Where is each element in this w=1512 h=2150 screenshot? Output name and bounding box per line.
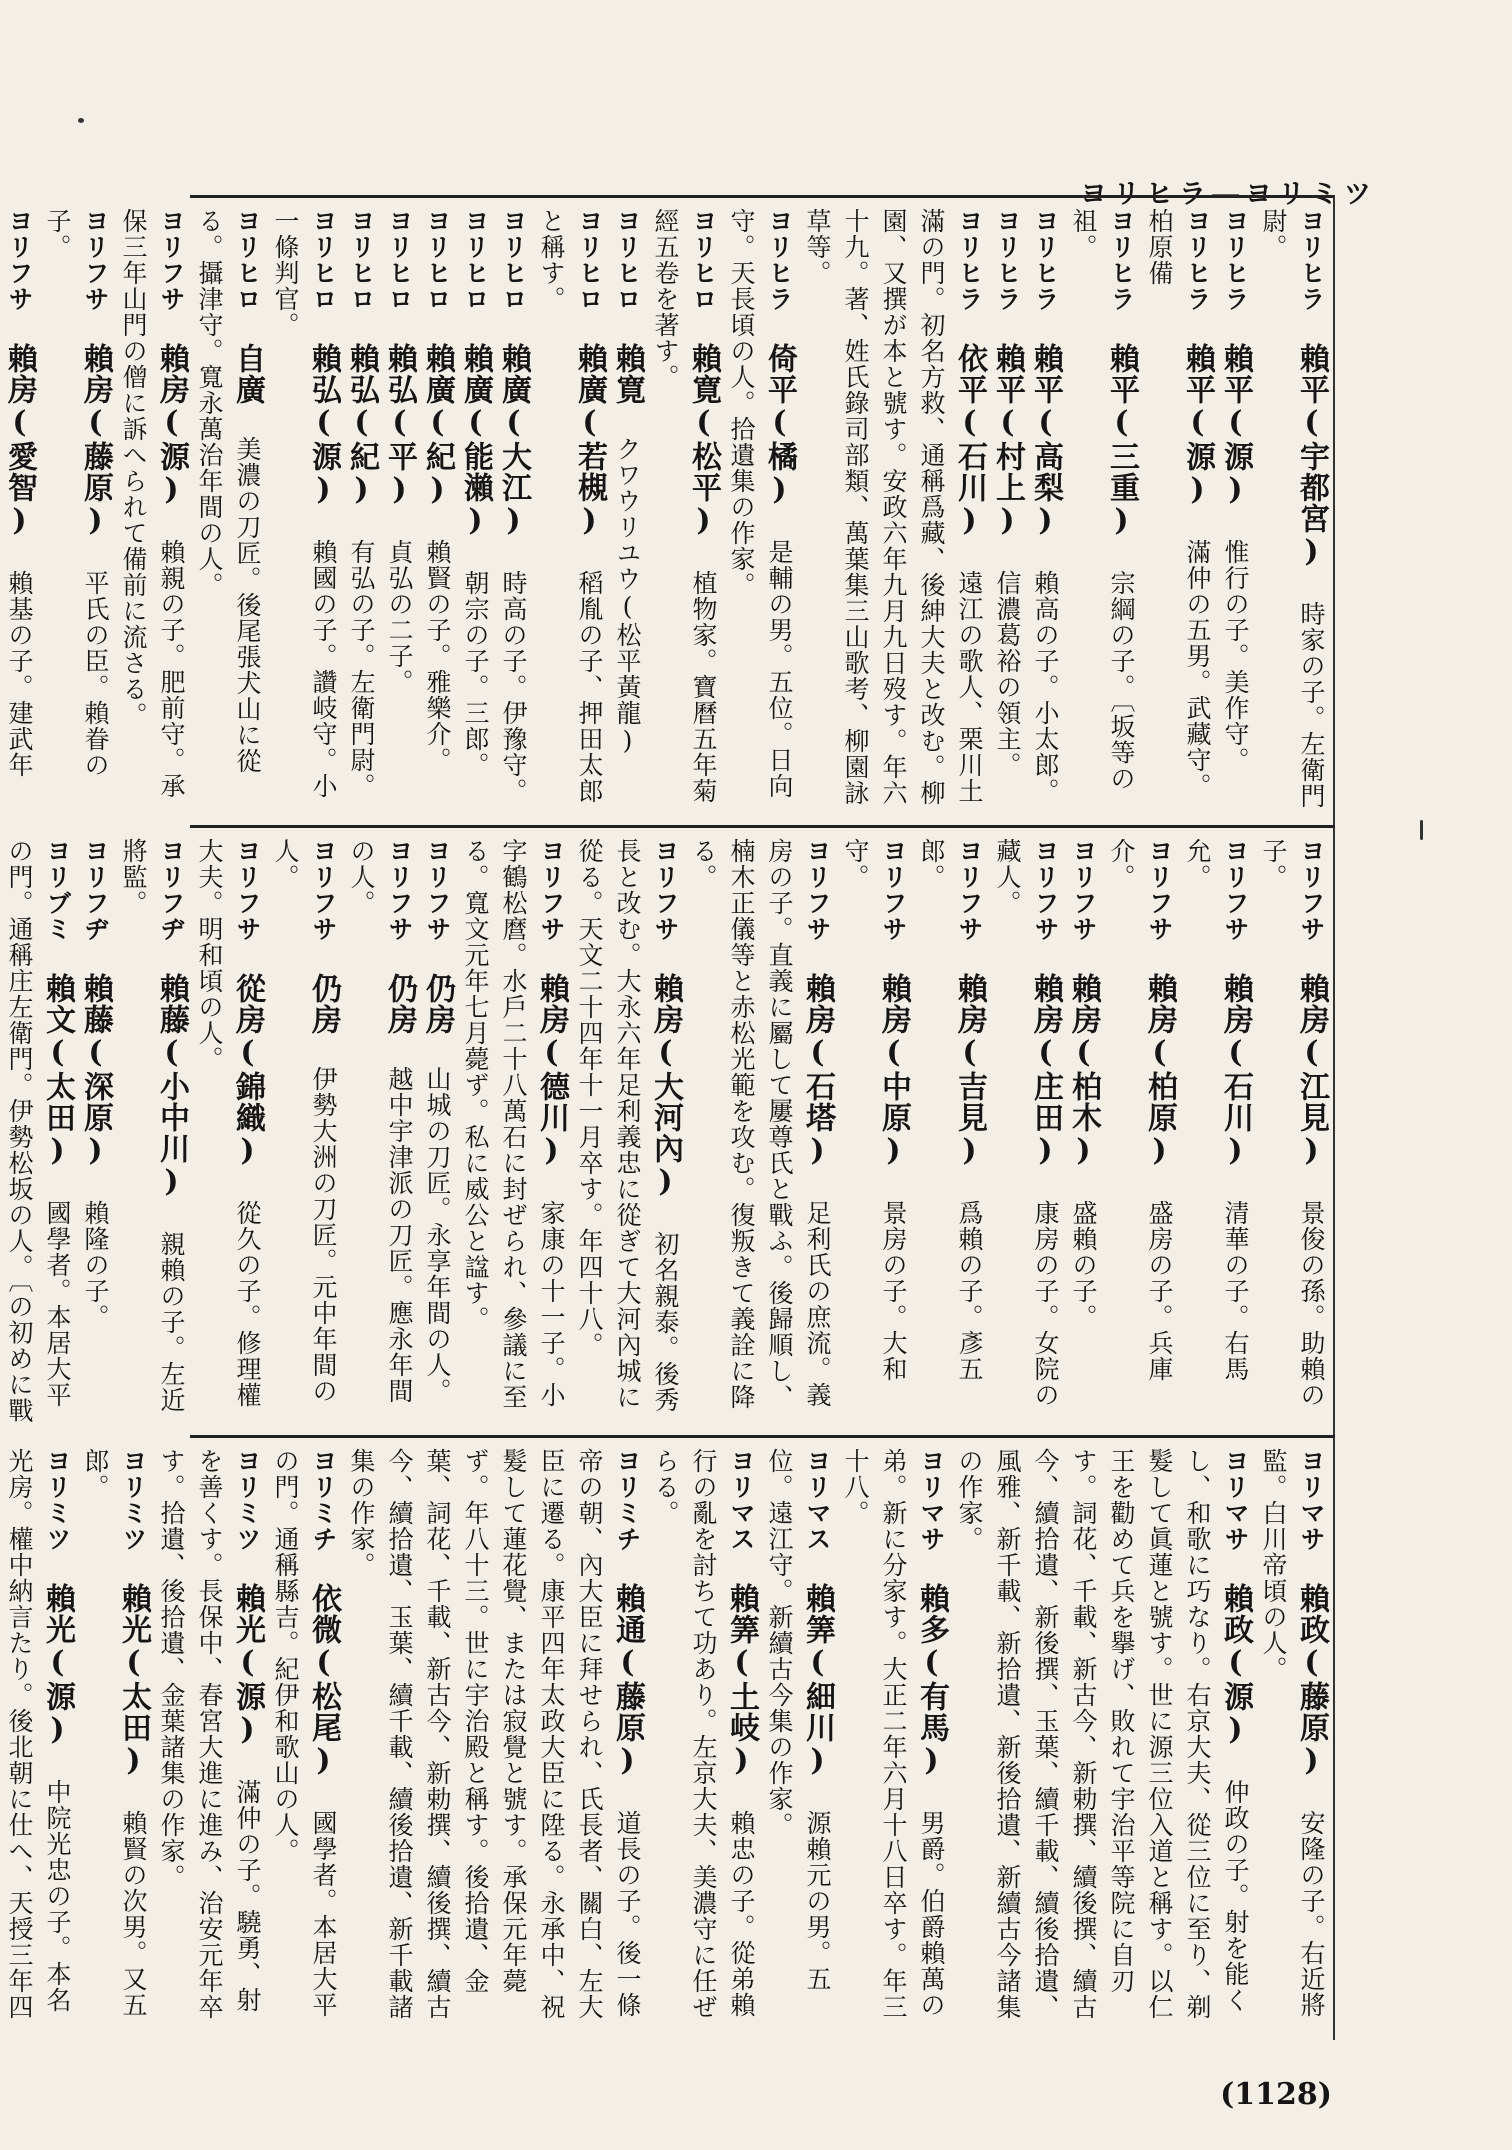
entry-description: 初名親泰。後秀長と改む。大永六年足利義忠に從ぎて大河內城に從る。天文二十四年十一月卒す。年四十八。 <box>575 838 680 1413</box>
entry-headword: 仍房 <box>420 973 455 1035</box>
entry-description: 有弘の子。左衛門尉。 <box>347 539 376 799</box>
entry-kana-reading: ヨリブミ <box>43 838 72 942</box>
entry-kana-reading: ヨリフサ <box>1069 838 1098 942</box>
page-number: (1128) <box>1220 2077 1332 2112</box>
entry-headword: 賴房(柏木) <box>1066 973 1101 1169</box>
dictionary-entry <box>152 1448 266 2030</box>
entry-headword: 賴寛 <box>610 343 645 405</box>
entry-kana-reading: ヨリフヂ <box>157 838 186 942</box>
entry-headword: 賴房(石塔) <box>800 973 835 1169</box>
entry-headword: 賴房(中原) <box>876 973 911 1169</box>
entry-headword: 依平(石川) <box>952 343 987 539</box>
tier-bottom <box>5 1448 1330 2030</box>
entry-description: 遠江の歌人、栗川土滿の門。初名方救、通稱爲藏、後紳大夫と改む。柳園、又撰が本と號す。安政六年九月九日歿す。年六十九。著、姓氏錄司部類、萬葉集三山歌考、柳園詠草等。 <box>803 208 984 806</box>
entry-description: 賴賢の次男。又五郎。 <box>81 1448 148 2018</box>
dictionary-entry <box>646 208 722 816</box>
running-head: ヨリヒラ―ヨリミツ <box>1080 179 1377 210</box>
entry-headword: 賴通(藤原) <box>610 1583 645 1779</box>
entry-headword: 賴政(源) <box>1218 1583 1253 1748</box>
entry-kana-reading: ヨリフサ <box>1031 838 1060 942</box>
dictionary-entry <box>342 838 418 1426</box>
entry-kana-reading: ヨリフサ <box>651 838 680 942</box>
entry-headword: 賴房(吉見) <box>952 973 987 1169</box>
entry-headword: 賴平(宇都宮) <box>1294 343 1329 570</box>
entry-kana-reading: ヨリヒラ <box>955 208 984 312</box>
entry-description: 宗綱の子。〔坂等の祖。 <box>1069 208 1136 792</box>
entry-kana-reading: ヨリマス <box>727 1448 756 1552</box>
entry-headword: 賴平(三重) <box>1104 343 1139 539</box>
entry-description: 賴親の子。肥前守。承保三年山門の僧に訴へられて備前に流さる。 <box>119 208 186 799</box>
dictionary-entry <box>266 208 342 816</box>
entry-headword: 賴房(庄田) <box>1028 973 1063 1169</box>
entry-headword: 賴弘(紀) <box>344 343 379 508</box>
entry-description: 家康の十一子。小字鶴松麿。水戶二十八萬石に封ぜられ、參議に至る。寬文元年七月薨ず。私に威公と諡す。 <box>461 838 566 1410</box>
entry-kana-reading: ヨリミチ <box>613 1448 642 1552</box>
entry-kana-reading: ヨリヒロ <box>385 208 414 312</box>
entry-headword: 賴平(源) <box>1180 343 1215 508</box>
entry-headword: 仍房 <box>382 973 417 1035</box>
entry-kana-reading: ヨリヒロ <box>575 208 604 312</box>
entry-headword: 賴房(德川) <box>534 973 569 1169</box>
dictionary-entry <box>1102 838 1178 1426</box>
dictionary-entry <box>76 838 114 1426</box>
print-speck <box>1420 820 1423 840</box>
dictionary-entry <box>266 1448 342 2030</box>
dictionary-entry <box>532 208 608 816</box>
dictionary-entry <box>418 838 456 1426</box>
dictionary-entry <box>684 838 836 1426</box>
entry-headword: 賴光(源) <box>40 1583 75 1748</box>
entry-kana-reading: ヨリミツ <box>43 1448 72 1552</box>
entry-description: 安隆の子。右近將監。白川帝頃の人。 <box>1259 1448 1326 2018</box>
entry-headword: 賴廣(大江) <box>496 343 531 539</box>
entry-kana-reading: ヨリヒロ <box>423 208 452 312</box>
entry-description: 賴高の子。小太郎。 <box>1031 570 1060 804</box>
dictionary-entry <box>1064 838 1102 1426</box>
entry-kana-reading: ヨリヒラ <box>1031 208 1060 312</box>
dictionary-entry <box>1254 208 1330 816</box>
dictionary-entry <box>114 208 190 816</box>
entry-headword: 賴政(藤原) <box>1294 1583 1329 1779</box>
entry-headword: 賴藤(小中川) <box>154 973 189 1200</box>
dictionary-entry <box>0 1448 76 2030</box>
dictionary-entry <box>836 838 912 1426</box>
dictionary-entry <box>1254 1448 1330 2030</box>
entry-description: 賴隆の子。 <box>81 1200 110 1330</box>
entry-kana-reading: ヨリフサ <box>1145 838 1174 942</box>
entry-kana-reading: ヨリヒラ <box>765 208 794 312</box>
dictionary-entry <box>950 1448 1254 2030</box>
entry-kana-reading: ヨリフサ <box>81 208 110 312</box>
entry-description: 時家の子。左衛門尉。 <box>1259 208 1326 809</box>
entry-description: 仲政の子。射を能くし、和歌に巧なり。右京大夫、從三位に至り、剃髮して眞蓮と號す。世に源三位入道と稱す。以仁王を勸めて兵を擧げ、敗れて宇治平等院に自刃す。詞花、千載、新古今、新勅撰、續後撰、續古今、續拾遺、新後撰、玉葉、續千載、續後拾遺、風雅、新千載、新拾遺、新後拾遺、新續古今諸集の作家。 <box>955 1448 1250 2020</box>
entry-description: 從久の子。修理權大夫。明和頃の人。 <box>195 838 262 1408</box>
dictionary-entry <box>608 208 646 816</box>
entry-headword: 賴平(源) <box>1218 343 1253 508</box>
entry-kana-reading: ヨリフサ <box>385 838 414 942</box>
dictionary-entry <box>760 1448 836 2030</box>
entry-kana-reading: ヨリヒロ <box>613 208 642 312</box>
entry-description: 賴忠の子。從弟賴行の亂を討ちて功あり。左京大夫、美濃守に任ぜらる。 <box>651 1448 756 2020</box>
entry-headword: 賴筭(細川) <box>800 1583 835 1779</box>
entry-kana-reading: ヨリヒラ <box>1221 208 1250 312</box>
entry-kana-reading: ヨリフサ <box>537 838 566 942</box>
dictionary-entry <box>1026 208 1064 816</box>
entry-kana-reading: ヨリヒロ <box>689 208 718 312</box>
entry-headword: 賴房(柏原) <box>1142 973 1177 1169</box>
entry-headword: 依微(松尾) <box>306 1583 341 1779</box>
entry-headword: 賴廣(若槻) <box>572 343 607 539</box>
dictionary-entry <box>646 1448 760 2030</box>
entry-headword: 賴弘(源) <box>306 343 341 508</box>
entry-kana-reading: ヨリマサ <box>1221 1448 1250 1552</box>
entry-headword: 賴文(太田) <box>40 973 75 1169</box>
entry-kana-reading: ヨリフサ <box>1297 838 1326 942</box>
entry-kana-reading: ヨリフサ <box>1221 838 1250 942</box>
dictionary-entry <box>1254 838 1330 1426</box>
tier-divider <box>190 825 1335 828</box>
entry-description: 景房の子。大和守。 <box>841 838 908 1382</box>
entry-headword: 賴多(有馬) <box>914 1583 949 1779</box>
entry-description: 源賴元の男。五位。遠江守。新續古今集の作家。 <box>765 1448 832 1992</box>
entry-headword: 賴廣(能瀨) <box>458 343 493 539</box>
entry-description: 足利氏の庶流。義房の子。直義に屬して屢尊氏と戰ふ。後歸順し、楠木正儀等と赤松光範を攻む。復叛きて義詮に降る。 <box>689 838 832 1410</box>
entry-description: 朝宗の子。三郎。 <box>461 570 490 778</box>
entry-description: 越中宇津派の刀匠。應永年間の人。 <box>347 838 414 1404</box>
entry-description: 賴國の子。讚岐守。小一條判官。 <box>271 208 338 799</box>
entry-kana-reading: ヨリミツ <box>119 1448 148 1552</box>
entry-description: 植物家。寶曆五年菊經五卷を著す。 <box>651 208 718 804</box>
entry-kana-reading: ヨリフヂ <box>81 838 110 942</box>
entry-description: 賴賢の子。雅樂介。 <box>423 539 452 773</box>
entry-kana-reading: ヨリミチ <box>309 1448 338 1552</box>
entry-headword: 從房(錦織) <box>230 973 265 1169</box>
entry-description: 信濃葛裕の領主。 <box>993 570 1022 778</box>
entry-description: 盛房の子。兵庫介。 <box>1107 838 1174 1382</box>
entry-description: 清華の子。右馬允。 <box>1183 838 1250 1382</box>
entry-description: 滿仲の五男。武藏守。柏原備 <box>1145 208 1212 799</box>
entry-headword: 賴光(太田) <box>116 1583 151 1779</box>
dictionary-entry <box>0 208 38 816</box>
dictionary-entry <box>494 208 532 816</box>
tier-divider <box>190 1435 1335 1438</box>
dictionary-entry <box>76 1448 152 2030</box>
entry-headword: 賴筭(土岐) <box>724 1583 759 1779</box>
entry-kana-reading: ヨリヒラ <box>1107 208 1136 312</box>
entry-kana-reading: ヨリマス <box>803 1448 832 1552</box>
dictionary-entry <box>836 1448 950 2030</box>
entry-description: 爲賴の子。彥五郎。 <box>917 838 984 1382</box>
dictionary-entry <box>38 208 114 816</box>
print-speck <box>78 118 84 123</box>
dictionary-entry <box>570 838 684 1426</box>
entry-description: 景俊の孫。助賴の子。 <box>1259 838 1326 1408</box>
dictionary-entry <box>190 208 266 816</box>
dictionary-entry <box>114 838 190 1426</box>
tier-middle <box>5 838 1330 1426</box>
entry-kana-reading: ヨリマサ <box>917 1448 946 1552</box>
entry-kana-reading: ヨリヒロ <box>347 208 376 312</box>
tier-top <box>2 208 1330 816</box>
entry-description: 國學者。本居大平の門。通稱縣吉。紀伊和歌山の人。 <box>271 1448 338 2018</box>
entry-headword: 仍房 <box>306 973 341 1035</box>
entry-description: 美濃の刀匠。後尾張犬山に從る。攝津守。寬永萬治年間の人。 <box>195 208 262 774</box>
entry-kana-reading: ヨリフサ <box>5 208 34 312</box>
entry-description: 山城の刀匠。永享年間の人。 <box>423 1066 452 1404</box>
entry-headword: 賴房(源) <box>154 343 189 508</box>
entry-description: 平氏の臣。賴眷の子。 <box>43 208 110 778</box>
entry-kana-reading: ヨリフサ <box>423 838 452 942</box>
dictionary-entry <box>342 208 380 816</box>
entry-kana-reading: ヨリヒロ <box>233 208 262 312</box>
dictionary-entry <box>380 208 418 816</box>
dictionary-entry <box>418 208 456 816</box>
dictionary-entry <box>1178 838 1254 1426</box>
entry-kana-reading: ヨリマサ <box>1297 1448 1326 1552</box>
dictionary-entry <box>1216 208 1254 816</box>
dictionary-entry <box>456 208 494 816</box>
entry-kana-reading: ヨリヒラ <box>1183 208 1212 312</box>
entry-kana-reading: ヨリヒラ <box>993 208 1022 312</box>
entry-kana-reading: ヨリミツ <box>233 1448 262 1552</box>
dictionary-entry <box>342 1448 646 2030</box>
entry-description: 伊勢大洲の刀匠。元中年間の人。 <box>271 838 338 1404</box>
dictionary-entry <box>0 838 76 1426</box>
dictionary-entry <box>1140 208 1216 816</box>
entry-description: 滿仲の子。驍勇、射を善くす。長保中、春宮大進に進み、治安元年卒す。拾遺、後拾遺、金葉諸集の作家。 <box>157 1448 262 2020</box>
entry-description: 稻胤の子、押田太郎と稱す。 <box>537 208 604 804</box>
entry-kana-reading: ヨリフサ <box>309 838 338 942</box>
entry-description: 親賴の子。左近將監。 <box>119 838 186 1413</box>
entry-headword: 賴光(源) <box>230 1583 265 1748</box>
entry-description: 中院光忠の子。本名光房。權中納言たり。後北朝に仕へ、天授三年四 <box>5 1448 72 2020</box>
dictionary-entry <box>722 208 798 816</box>
entry-headword: 賴房(石川) <box>1218 973 1253 1169</box>
entry-headword: 賴藤(深原) <box>78 973 113 1169</box>
entry-kana-reading: ヨリヒラ <box>1297 208 1326 312</box>
entry-kana-reading: ヨリフサ <box>955 838 984 942</box>
entry-headword: 賴寛(松平) <box>686 343 721 539</box>
entry-headword: 倚平(橘) <box>762 343 797 508</box>
entry-description: 是輔の男。五位。日向守。天長頃の人。拾遺集の作家。 <box>727 208 794 799</box>
entry-description: 賴基の子。建武年 <box>5 570 34 778</box>
entry-headword: 賴房(大河內) <box>648 973 683 1200</box>
entry-description: 康房の子。女院の藏人。 <box>993 838 1060 1408</box>
entry-headword: 賴房(藤原) <box>78 343 113 539</box>
entry-kana-reading: ヨリフサ <box>879 838 908 942</box>
dictionary-entry <box>988 208 1026 816</box>
entry-headword: 賴平(高梨) <box>1028 343 1063 539</box>
dictionary-entry <box>266 838 342 1426</box>
entry-description: 道長の子。後一條帝の朝、內大臣に拜せられ、氏長者、關白、左大臣に遷る。康平四年太政大臣に陞る。永承中、祝髮して蓮花覺、または寂覺と號す。承保元年薨ず。年八十三。世に宇治殿と稱す。後拾遺、金葉、詞花、千載、新古今、新勅撰、續後撰、續古今、續拾遺、玉葉、續千載、續後拾遺、新千載諸集の作家。 <box>347 1448 642 2020</box>
dictionary-entry <box>988 838 1064 1426</box>
entry-kana-reading: ヨリヒロ <box>461 208 490 312</box>
entry-headword: 賴平(村上) <box>990 343 1025 539</box>
dictionary-entry <box>190 838 266 1426</box>
dictionary-entry <box>798 208 988 816</box>
entry-headword: 賴廣(紀) <box>420 343 455 508</box>
entry-description: 惟行の子。美作守。 <box>1221 539 1250 773</box>
entry-kana-reading: ヨリフサ <box>157 208 186 312</box>
entry-description: 男爵。伯爵賴萬の弟。新に分家す。大正二年六月十八日卒す。年三十八。 <box>841 1448 946 2020</box>
entry-kana-reading: ヨリフサ <box>233 838 262 942</box>
entry-description: クワウリユウ(松平黃龍) <box>613 436 642 756</box>
dictionary-entry <box>1064 208 1140 816</box>
entry-kana-reading: ヨリフサ <box>803 838 832 942</box>
dictionary-entry <box>912 838 988 1426</box>
entry-description: 時高の子。伊豫守。 <box>499 570 528 804</box>
entry-headword: 賴房(江見) <box>1294 973 1329 1169</box>
entry-description: 貞弘の二子。 <box>385 539 414 695</box>
dictionary-entry <box>456 838 570 1426</box>
entry-headword: 自廣 <box>230 343 265 405</box>
entry-kana-reading: ヨリヒロ <box>499 208 528 312</box>
entry-headword: 賴弘(平) <box>382 343 417 508</box>
entry-description: 國學者。本居大平の門。通稱庄左衛門。伊勢松坂の人。〔の初めに戰 <box>5 838 72 1424</box>
entry-kana-reading: ヨリヒロ <box>309 208 338 312</box>
entry-description: 盛賴の子。 <box>1069 1200 1098 1330</box>
entry-headword: 賴房(愛智) <box>2 343 37 539</box>
